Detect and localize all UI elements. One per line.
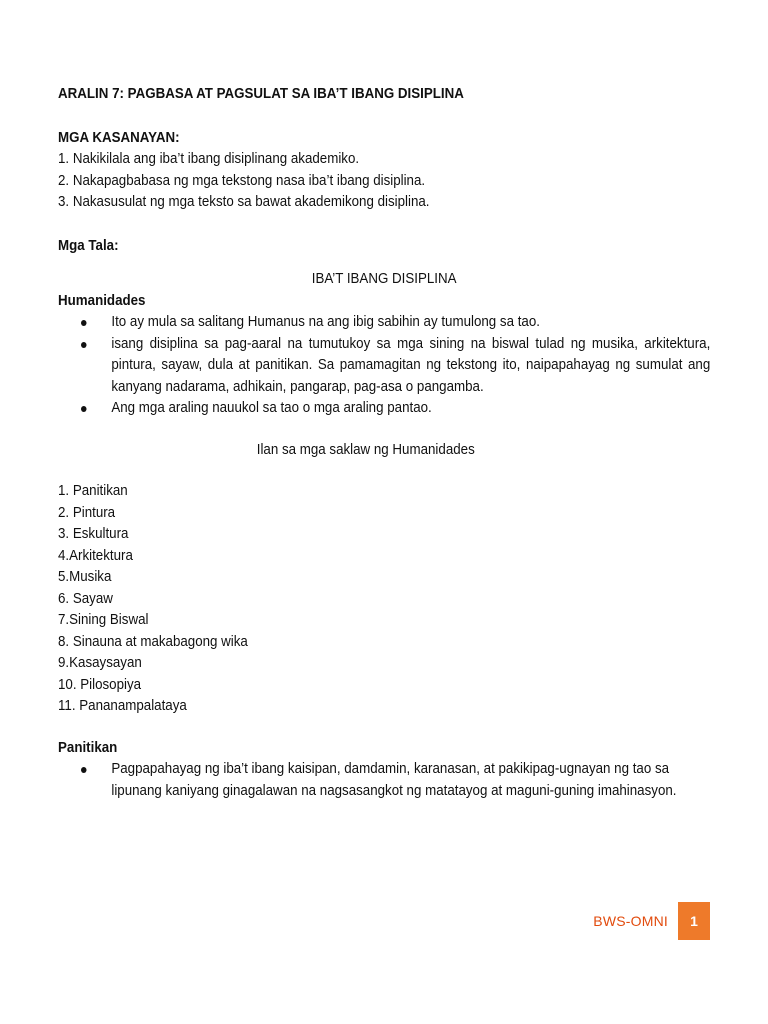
skills-heading: MGA KASANAYAN: — [58, 129, 180, 146]
bullet-icon — [81, 767, 87, 773]
list-item: 4.Arkitektura — [58, 547, 133, 564]
panitikan-bullets — [58, 759, 710, 802]
bullet-item: Ang mga araling nauukol sa tao o mga araling pantao. — [111, 398, 710, 420]
bullet-icon — [81, 342, 87, 348]
skill-item: 3. Nakasusulat ng mga teksto sa bawat akademikong disiplina. — [58, 194, 430, 210]
scope-title: Ilan sa mga saklaw ng Humanidades — [256, 441, 475, 458]
lesson-title: ARALIN 7: PAGBASA AT PAGSULAT SA IBA’T IBANG DISIPLINA — [58, 86, 464, 102]
page-number-badge: 1 — [678, 902, 710, 940]
bullet-icon — [81, 320, 87, 326]
bullet-item: Pagpapahayag ng iba’t ibang kaisipan, damdamin, karanasan, at pakikipag-ugnayan ng tao sa lipunang kaniyang ginagalawan na nagsasangkot ng matatayog at maguni-guning imahinasyon. — [111, 759, 710, 802]
list-item: 2. Pintura — [58, 504, 116, 521]
bullet-item: Ito ay mula sa salitang Humanus na ang ibig sabihin ay tumulong sa tao. — [111, 312, 710, 334]
bullet-icon — [81, 406, 87, 412]
list-item: 9.Kasaysayan — [58, 655, 142, 671]
footer-brand: BWS-OMNI — [593, 913, 668, 929]
page-footer — [593, 902, 710, 940]
list-item: 8. Sinauna at makabagong wika — [58, 633, 248, 650]
list-item: 6. Sayaw — [58, 590, 113, 607]
notes-heading: Mga Tala: — [58, 237, 119, 254]
bullet-item: isang disiplina sa pag-aaral na tumutukoy sa mga sining na biswal tulad ng musika, arkitektura, pintura, sayaw, dula at panitikan. Sa pamamagitan ng tekstong ito, naipapahayag ng sumulat ang kanyang nadarama, adhikain, pangarap, pag-asa o pangamba. — [111, 334, 710, 399]
list-item: 1. Panitikan — [58, 483, 128, 499]
humanidades-bullets — [58, 312, 710, 420]
skill-item: 2. Nakapagbabasa ng mga tekstong nasa iba’t ibang disiplina. — [58, 172, 426, 189]
list-item: 11. Pananampalataya — [58, 698, 187, 714]
list-item: 7.Sining Biswal — [58, 612, 149, 628]
disciplines-title: IBA’T IBANG DISIPLINA — [311, 271, 457, 287]
scope-list — [58, 481, 710, 718]
list-item: 10. Pilosopiya — [58, 676, 142, 693]
list-item: 5.Musika — [58, 569, 112, 585]
humanidades-heading: Humanidades — [58, 292, 146, 309]
list-item: 3. Eskultura — [58, 526, 129, 542]
skill-item: 1. Nakikilala ang iba’t ibang disiplinang akademiko. — [58, 151, 360, 167]
document-body — [58, 84, 710, 802]
panitikan-heading: Panitikan — [58, 739, 118, 756]
